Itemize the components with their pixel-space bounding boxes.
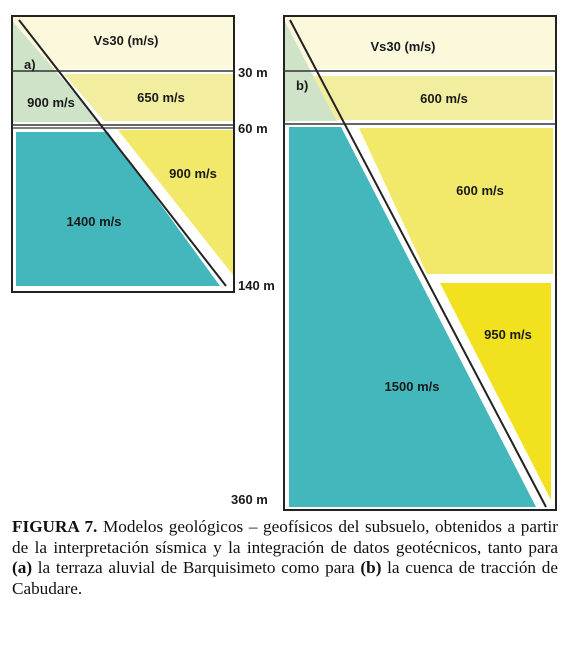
figure-caption [12, 517, 558, 599]
caption-b-ref: (b) [360, 558, 382, 577]
depth-140-label: 140 m [238, 278, 275, 293]
panel-b-tag: b) [296, 78, 309, 93]
caption-figure-label: FIGURA 7. [12, 517, 98, 536]
depth-30-label: 30 m [238, 65, 268, 80]
caption-a-ref: (a) [12, 558, 33, 577]
panel-a [12, 16, 234, 292]
panel-b-1500-label: 1500 m/s [384, 379, 440, 394]
panel-a-vs30-label: Vs30 (m/s) [93, 33, 159, 48]
caption-text-2: la terraza aluvial de Barquisimeto como para [32, 558, 361, 577]
depth-labels [231, 65, 275, 507]
panel-a-900-left-label: 900 m/s [27, 95, 75, 110]
panel-b-vs30-label: Vs30 (m/s) [370, 39, 436, 54]
panel-b-600-lower-label: 600 m/s [456, 183, 504, 198]
panel-b-950-label: 950 m/s [484, 327, 532, 342]
panel-b-600-upper-label: 600 m/s [420, 91, 468, 106]
panel-a-1400-label: 1400 m/s [66, 214, 122, 229]
caption-text-3: la cuenca de tracción de Cabudare. [12, 558, 558, 598]
panel-a-900-right-label: 900 m/s [169, 166, 217, 181]
panel-a-650-label: 650 m/s [137, 90, 185, 105]
caption-text-1: Modelos geológicos – geofísicos del subsuelo, obtenidos a partir de la interpretación sísmica y la integración de datos geotécnicos, tanto para [12, 517, 558, 557]
depth-60-label: 60 m [238, 121, 268, 136]
panel-a-tag: a) [24, 57, 36, 72]
depth-360-label: 360 m [231, 492, 268, 507]
panel-b [284, 16, 556, 510]
